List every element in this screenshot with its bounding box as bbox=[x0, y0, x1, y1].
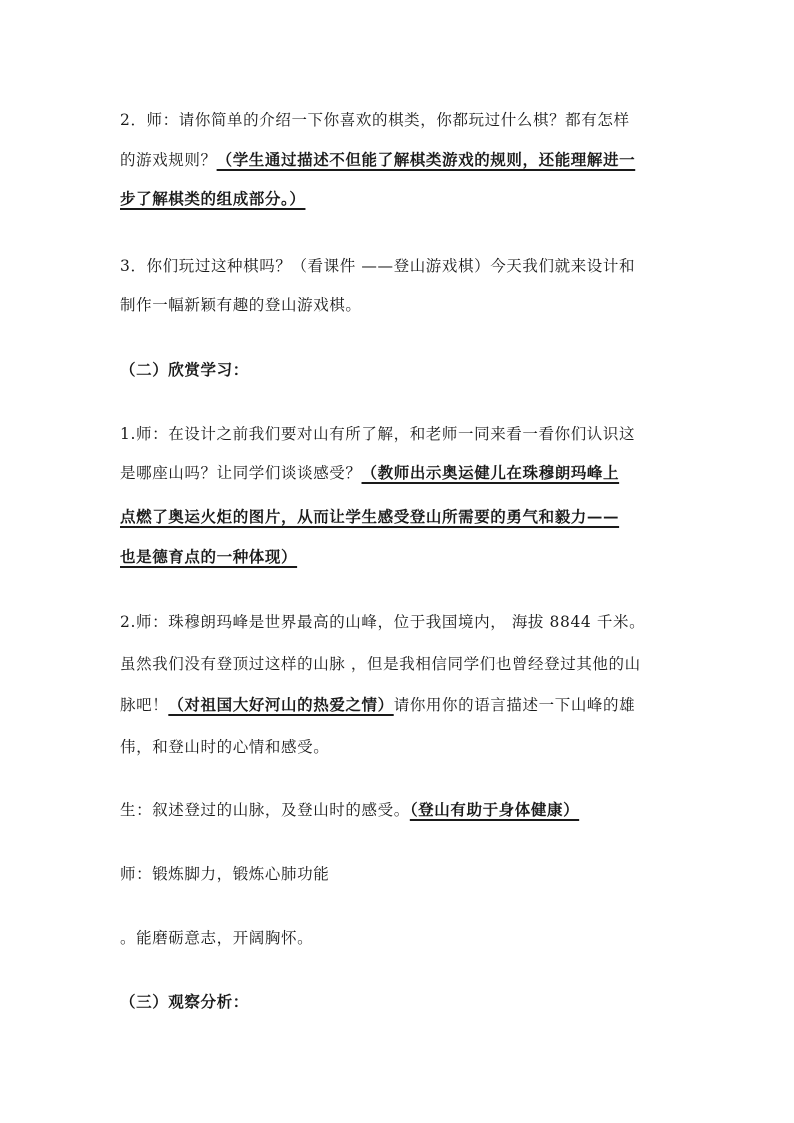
paragraph-2-line-2 bbox=[120, 150, 635, 170]
teaching-note-4: （登山有助于身体健康） bbox=[409, 800, 580, 819]
paragraph-3-line-1: 3．你们玩过这种棋吗？（看课件 ——登山游戏棋）今天我们就来设计和 bbox=[120, 257, 636, 275]
teaching-note-2: （教师出示奥运健儿在珠穆朗玛峰上 bbox=[361, 463, 620, 482]
paragraph-4-line-1: 1.师：在设计之前我们要对山有所了解，和老师一同来看一看你们认识这 bbox=[120, 425, 636, 443]
paragraph-5-line-4: 伟，和登山时的心情和感受。 bbox=[120, 738, 330, 756]
student-response-line bbox=[120, 800, 579, 820]
section-heading-3: （三）观察分析： bbox=[120, 992, 249, 1011]
paragraph-3-line-2: 制作一幅新颖有趣的登山游戏棋。 bbox=[120, 296, 362, 314]
paragraph-2-line-1: 2．师：请你简单的介绍一下你喜欢的棋类，你都玩过什么棋？都有怎样 bbox=[120, 111, 630, 129]
paragraph-5-line-1: 2.师：珠穆朗玛峰是世界最高的山峰，位于我国境内， 海拔 8844 千米。 bbox=[120, 613, 646, 631]
paragraph-2-question-text: 的游戏规则？ bbox=[120, 151, 217, 169]
paragraph-2-line-3 bbox=[120, 189, 305, 209]
teaching-note-1-cont: 步了解棋类的组成部分。） bbox=[120, 189, 306, 208]
teacher-remark-cont-line: 。能磨砺意志，开阔胸怀。 bbox=[120, 929, 314, 947]
paragraph-4-question-text: 是哪座山吗？让同学们谈谈感受？ bbox=[120, 464, 362, 482]
paragraph-5-line-3 bbox=[120, 695, 635, 715]
teaching-note-2-cont-1: 点燃了奥运火炬的图片，从而让学生感受登山所需要的勇气和毅力—— bbox=[120, 507, 620, 526]
teaching-note-2-cont-2: 也是德育点的一种体现） bbox=[120, 547, 298, 566]
teacher-remark-line: 师：锻炼脚力，锻炼心肺功能 bbox=[120, 865, 330, 883]
paragraph-5-exclaim: 脉吧！ bbox=[120, 696, 169, 714]
section-heading-2: （二）欣赏学习： bbox=[120, 360, 249, 379]
paragraph-5-prompt: 请你用你的语言描述一下山峰的雄 bbox=[393, 696, 636, 714]
student-response-text: 生：叙述登过的山脉，及登山时的感受。 bbox=[120, 801, 410, 819]
paragraph-4-line-2 bbox=[120, 463, 619, 483]
paragraph-4-line-3 bbox=[120, 507, 619, 527]
teaching-note-1: （学生通过描述不但能了解棋类游戏的规则，还能理解进一 bbox=[216, 150, 636, 169]
paragraph-5-line-2: 虽然我们没有登顶过这样的山脉 ，但是我相信同学们也曾经登过其他的山 bbox=[120, 655, 641, 673]
teaching-note-3: （对祖国大好河山的热爱之情） bbox=[168, 695, 394, 714]
paragraph-4-line-4 bbox=[120, 547, 297, 567]
